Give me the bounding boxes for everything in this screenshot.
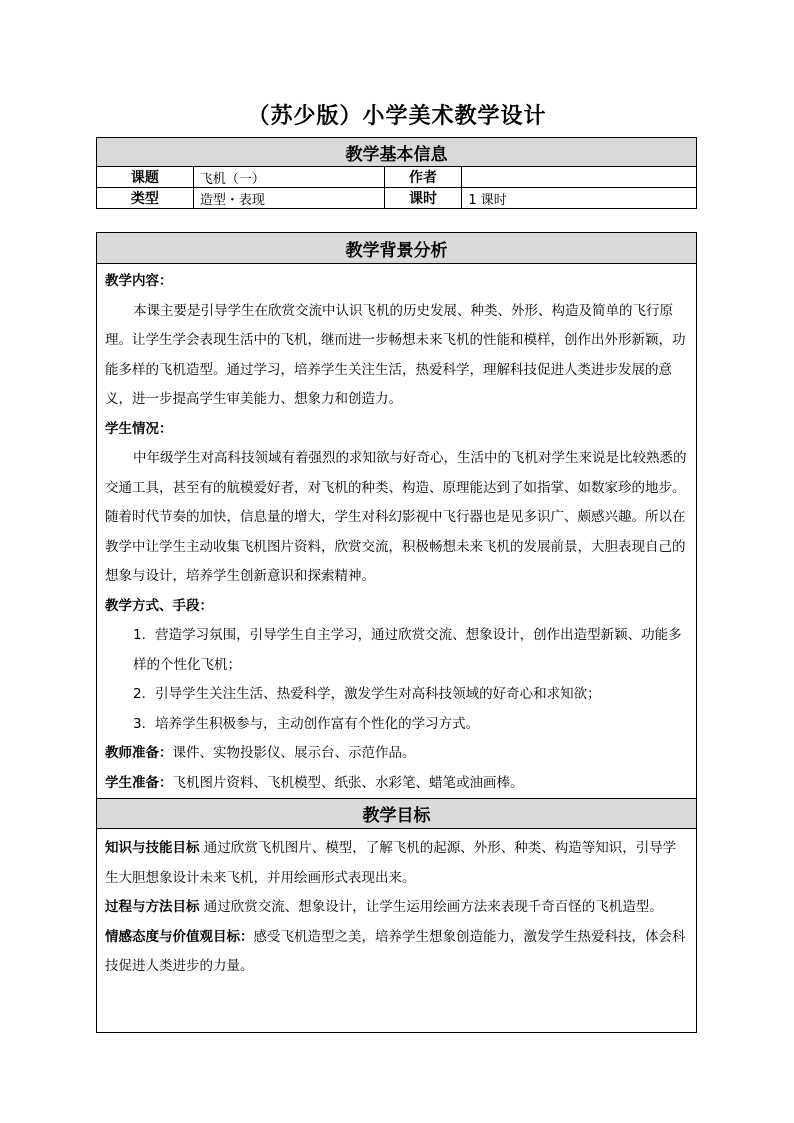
student-prep-text: 飞机图片资料、飞机模型、纸张、水彩笔、蜡笔或油画棒。: [172, 774, 524, 791]
knowledge-goal-text: 通过欣赏飞机图片、模型，了解飞机的起源、外形、种类、构造等知识，引导学生大胆想象设计未来飞机，并用绘画形式表现出来。: [105, 840, 677, 886]
goals-header: 教学目标: [97, 799, 697, 829]
table-row: [97, 188, 697, 209]
knowledge-goal: [105, 834, 688, 893]
content-heading: 教学内容：: [105, 273, 173, 289]
process-goal-text: 通过欣赏交流、想象设计，让学生运用绘画方法来表现千奇百怪的飞机造型。: [203, 899, 663, 915]
type-label: 类型: [97, 188, 194, 209]
author-label: 作者: [384, 167, 462, 188]
student-prep: [105, 769, 688, 799]
goals-body: [97, 829, 697, 1033]
content-text: 本课主要是引导学生在欣赏交流中认识飞机的历史发展、种类、外形、构造及简单的飞行原理。让学生学会表现生活中的飞机，继而进一步畅想未来飞机的性能和模样，创作出外形新颖，功能多样的飞机造型。通过学习，培养学生关注生活，热爱科学，理解科技促进人类进步发展的意义，进一步提高学生审美能力、想象力和创造力。: [105, 302, 686, 407]
teacher-prep: [105, 739, 688, 769]
analysis-table: [96, 232, 697, 1033]
background-body: [97, 264, 697, 799]
author-value: [462, 167, 697, 188]
table-row: [97, 167, 697, 188]
teacher-prep-text: 课件、实物投影仪、展示台、示范作品。: [172, 745, 416, 761]
student-text: 中年级学生对高科技领域有着强烈的求知欲与好奇心，生活中的飞机对学生来说是比较熟悉的交通工具，甚至有的航模爱好者，对飞机的种类、构造、原理能达到了如指掌、如数家珍的地步。随着时代节奏的加快，信息量的增大，学生对科幻影视中飞行器也是见多识广、颇感兴趣。所以在教学中让学生主动收集飞机图片资料，欣赏交流，积极畅想未来飞机的发展前景，大胆表现自己的想象与设计，培养学生创新意识和探索精神。: [105, 450, 687, 584]
process-goal: [105, 893, 688, 923]
type-value: 造型・表现: [193, 188, 384, 209]
teacher-prep-label: 教师准备：: [105, 745, 173, 761]
emotion-goal-label: 情感态度与价值观目标：: [105, 928, 254, 945]
method-item: 2．引导学生关注生活、热爱科学，激发学生对高科技领域的好奇心和求知欲；: [133, 686, 601, 702]
document-title: （苏少版）小学美术教学设计: [247, 104, 547, 129]
background-header: 教学背景分析: [97, 233, 697, 264]
student-prep-label: 学生准备：: [105, 774, 173, 791]
method-item: 3．培养学生积极参与，主动创作富有个性化的学习方式。: [133, 715, 480, 732]
student-heading: 学生情况：: [105, 420, 173, 437]
period-value: 1 课时: [462, 188, 697, 209]
method-heading: 教学方式、手段：: [105, 597, 213, 614]
basic-info-table: [96, 137, 697, 209]
basic-info-header: 教学基本信息: [97, 138, 697, 167]
emotion-goal-text: 感受飞机造型之美，培养学生想象创造能力，激发学生热爱科技，体会科技促进人类进步的力量。: [105, 928, 686, 974]
method-item: 1．营造学习氛围，引导学生自主学习，通过欣赏交流、想象设计，创作出造型新颖、功能多样的个性化飞机；: [133, 627, 682, 673]
emotion-goal: [105, 923, 688, 982]
topic-value: 飞机（一）: [193, 167, 384, 188]
knowledge-goal-label: 知识与技能目标: [105, 840, 200, 856]
period-label: 课时: [384, 188, 462, 209]
process-goal-label: 过程与方法目标: [105, 899, 200, 915]
topic-label: 课题: [97, 167, 194, 188]
